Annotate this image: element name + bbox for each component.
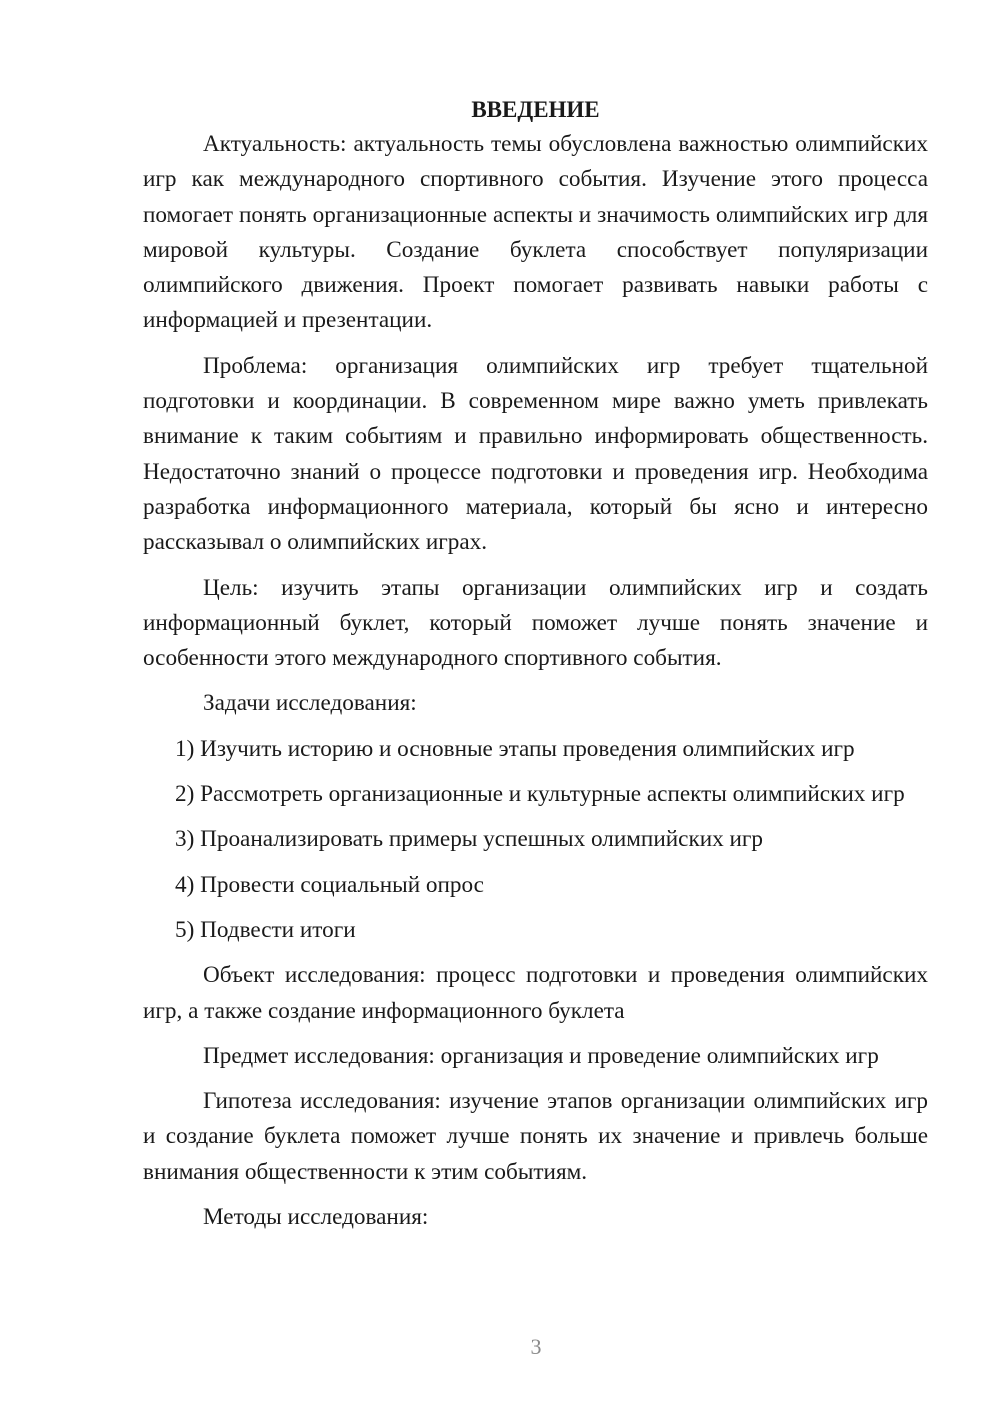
- paragraph-relevance: Актуальность: актуальность темы обусловлена важностью олимпийских игр как международного спортивного события. Изучение этого процесса помогает понять организационные аспекты и значимость олимпийских игр для мировой культуры. Создание буклета способствует популяризации олимпийского движения. Проект помогает развивать навыки работы с информацией и презентации.: [143, 131, 928, 334]
- task-item-2: 2) Рассмотреть организационные и культурные аспекты олимпийских игр: [175, 781, 905, 808]
- paragraph-hypothesis: Гипотеза исследования: изучение этапов организации олимпийских игр и создание буклета поможет лучше понять их значение и привлечь больше внимания общественности к этим событиям.: [143, 1088, 928, 1185]
- tasks-heading: Задачи исследования:: [203, 690, 417, 717]
- task-item-4: 4) Провести социальный опрос: [175, 871, 484, 898]
- task-item-3: 3) Проанализировать примеры успешных олимпийских игр: [175, 826, 764, 853]
- page-content: [143, 92, 928, 1235]
- paragraph-object: Объект исследования: процесс подготовки и проведения олимпийских игр, а также создание информационного буклета: [143, 962, 928, 1024]
- task-item-5: 5) Подвести итоги: [175, 916, 356, 943]
- paragraph-problem: Проблема: организация олимпийских игр требует тщательной подготовки и координации. В современном мире важно уметь привлекать внимание к таким событиям и правильно информировать общественность. Недостаточно знаний о процессе подготовки и проведения игр. Необходима разработка информационного материала, который бы ясно и интересно рассказывал о олимпийских играх.: [143, 352, 928, 556]
- task-item-1: 1) Изучить историю и основные этапы проведения олимпийских игр: [175, 735, 855, 762]
- paragraph-subject: Предмет исследования: организация и проведение олимпийских игр: [203, 1042, 879, 1069]
- page-title: ВВЕДЕНИЕ: [471, 97, 600, 122]
- methods-heading: Методы исследования:: [203, 1204, 429, 1231]
- page-number: 3: [530, 1334, 542, 1359]
- paragraph-goal: Цель: изучить этапы организации олимпийских игр и создать информационный буклет, который поможет лучше понять значение и особенности этого международного спортивного события.: [143, 574, 928, 672]
